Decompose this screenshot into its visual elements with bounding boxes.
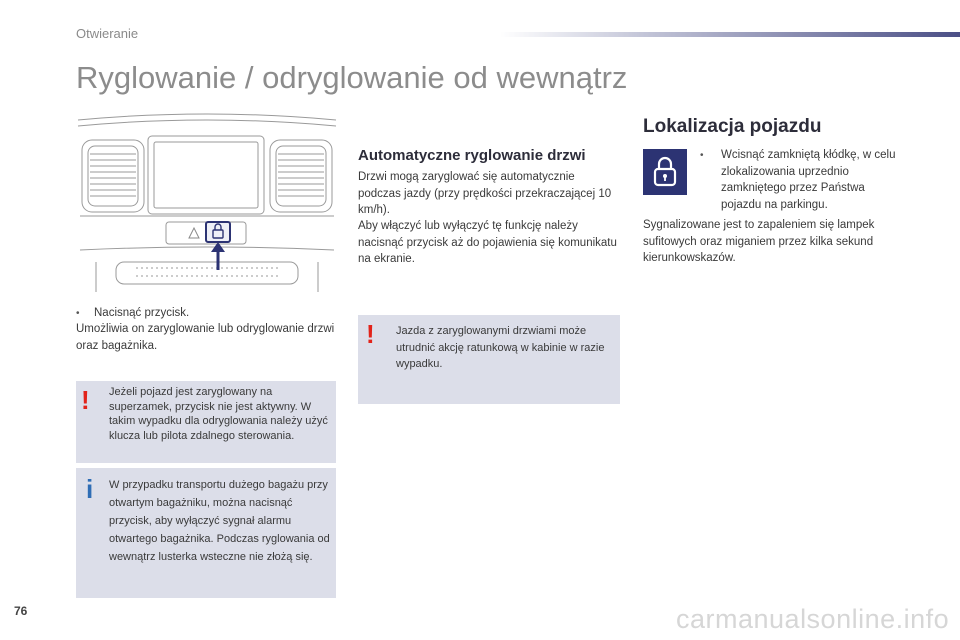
padlock-icon — [643, 149, 687, 195]
warning-note-left-text: Jeżeli pojazd jest zaryglowany na superzamek, przycisk nie jest aktywny. W takim wypadku dla odryglowania należy użyć klucza lub pilota zdalnego sterowania. — [109, 386, 328, 442]
auto-lock-paragraph-1: Drzwi mogą zaryglować się automatycznie podczas jazdy (przy prędkości przekraczającej 10 km/h). — [358, 171, 612, 216]
info-icon: i — [86, 474, 94, 504]
info-note-text: W przypadku transportu dużego bagażu przy otwartym bagażniku, można nacisnąć przycisk, aby wyłączyć sygnał alarmu otwartego bagażnika. Podczas ryglowania od wewnątrz lusterka wsteczne nie złożą się. — [109, 479, 330, 563]
bullet-icon: • — [700, 150, 704, 161]
locate-vehicle-heading: Lokalizacja pojazdu — [643, 116, 822, 137]
auto-lock-heading: Automatyczne ryglowanie drzwi — [358, 147, 586, 164]
page-number: 76 — [14, 604, 28, 618]
left-instruction — [76, 305, 336, 323]
warning-note-middle — [358, 315, 620, 404]
locate-description: Sygnalizowane jest to zapaleniem się lampek sufitowych oraz miganiem przez kilka sekund kierunkowskazów. — [643, 219, 875, 264]
warning-note-middle-text: Jazda z zaryglowanymi drzwiami może utrudnić akcję ratunkową w kabinie w razie wypadku. — [396, 325, 605, 370]
padlock-button-icon — [643, 149, 687, 195]
watermark: carmanualsonline.info — [676, 604, 950, 634]
page-title: Ryglowanie / odryglowanie od wewnątrz — [76, 60, 628, 95]
auto-lock-paragraph-2: Aby włączyć lub wyłączyć tę funkcję należy nacisnąć przycisk aż do pojawienia się komunikatu na ekranie. — [358, 220, 617, 265]
dashboard-illustration — [76, 112, 338, 292]
warning-note-left — [76, 381, 336, 463]
bullet-icon: • — [76, 308, 80, 319]
warning-icon: ! — [81, 385, 90, 415]
warning-icon: ! — [366, 319, 375, 349]
locate-instruction-text: Wcisnąć zamkniętą kłódkę, w celu zlokalizowania uprzednio zamkniętego przez Państwa pojazdu na parkingu. — [721, 149, 896, 211]
info-note — [76, 468, 336, 598]
header-bar — [500, 32, 960, 37]
section-label: Otwieranie — [76, 26, 139, 41]
left-description: Umożliwia on zaryglowanie lub odryglowanie drzwi oraz bagażnika. — [76, 323, 335, 352]
left-instruction-text: Nacisnąć przycisk. — [94, 307, 190, 319]
